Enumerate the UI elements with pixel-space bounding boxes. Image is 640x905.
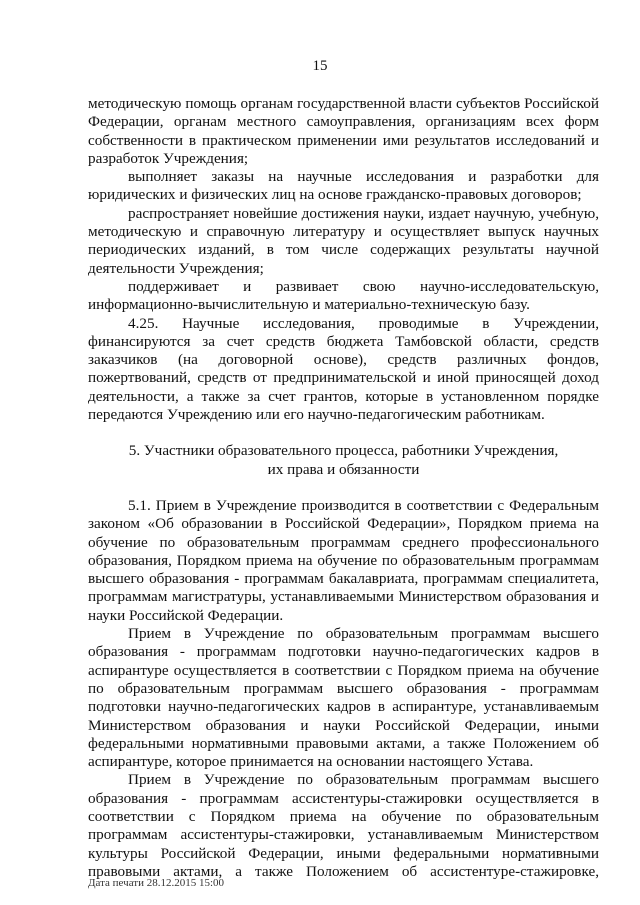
section-heading xyxy=(88,442,599,479)
print-date-footer: Дата печати 28.12.2015 15:00 xyxy=(88,877,225,889)
paragraph-admission-postgraduate: Прием в Учреждение по образовательным программам высшего образования - программам подготовки научно-педагогических кадров в аспирантуре осуществляется в соответствии с Порядком приема на обучение по образовательным программам высшего образования - программам подготовки научно-педагогических кадров в аспирантуре, устанавливаемым Министерством образования и науки Российской Федерации, иными федеральными нормативными правовыми актами, а также Положением об аспирантуре, которое принимается на основании настоящего Устава. xyxy=(88,625,599,771)
section-heading-line-1: 5. Участники образовательного процесса, работники Учреждения, xyxy=(128,442,559,460)
paragraph-methodical-help: методическую помощь органам государственной власти субъектов Российской Федерации, органам местного самоуправления, организациям всех форм собственности в практическом применении ими результатов исследований и разработок Учреждения; xyxy=(88,95,599,167)
paragraph-publishing: распространяет новейшие достижения науки, издает научную, учебную, методическую и справочную литературу и осуществляет выпуск научных периодических изданий, в том числе содержащих результаты научной деятельности Учреждения; xyxy=(88,204,599,277)
paragraph-5-1-admission: 5.1. Прием в Учреждение производится в соответствии с Федеральным законом «Об образовании в Российской Федерации», Порядком приема на обучение по образовательным программам среднего профессионального образования, Порядком приема на обучение по образовательным программам высшего образования - программам бакалавриата, программам специалитета, программам магистратуры, устанавливаемыми Министерством образования и науки Российской Федерации. xyxy=(88,496,599,624)
page-number: 15 xyxy=(312,58,328,74)
paragraph-admission-assistantship: Прием в Учреждение по образовательным программам высшего образования - программам ассистентуры-стажировки осуществляется в соответствии с Порядком приема на обучение по образовательным программам ассистентуры-стажировки, устанавливаемым Министерством культуры Российской Федерации, иными федеральными нормативными правовыми актами, а также Положением об ассистентуре-стажировке, xyxy=(88,771,599,880)
section-heading-line-2: их права и обязанности xyxy=(267,460,420,478)
paragraph-4-25-funding: 4.25. Научные исследования, проводимые в Учреждении, финансируются за счет средств бюджета Тамбовской области, средств заказчиков (на договорной основе), средств различных фондов, пожертвований, средств от предпринимательской и иной приносящей доход деятельности, а также за счет грантов, которые в установленном порядке передаются Учреждению или его научно-педагогическим работникам. xyxy=(88,314,599,424)
paragraph-supports-base: поддерживает и развивает свою научно-исследовательскую, информационно-вычислительную и материально-техническую базу. xyxy=(88,277,599,314)
paragraph-orders: выполняет заказы на научные исследования и разработки для юридических и физических лиц на основе гражданско-правовых договоров; xyxy=(88,168,599,204)
document-body xyxy=(88,95,599,881)
